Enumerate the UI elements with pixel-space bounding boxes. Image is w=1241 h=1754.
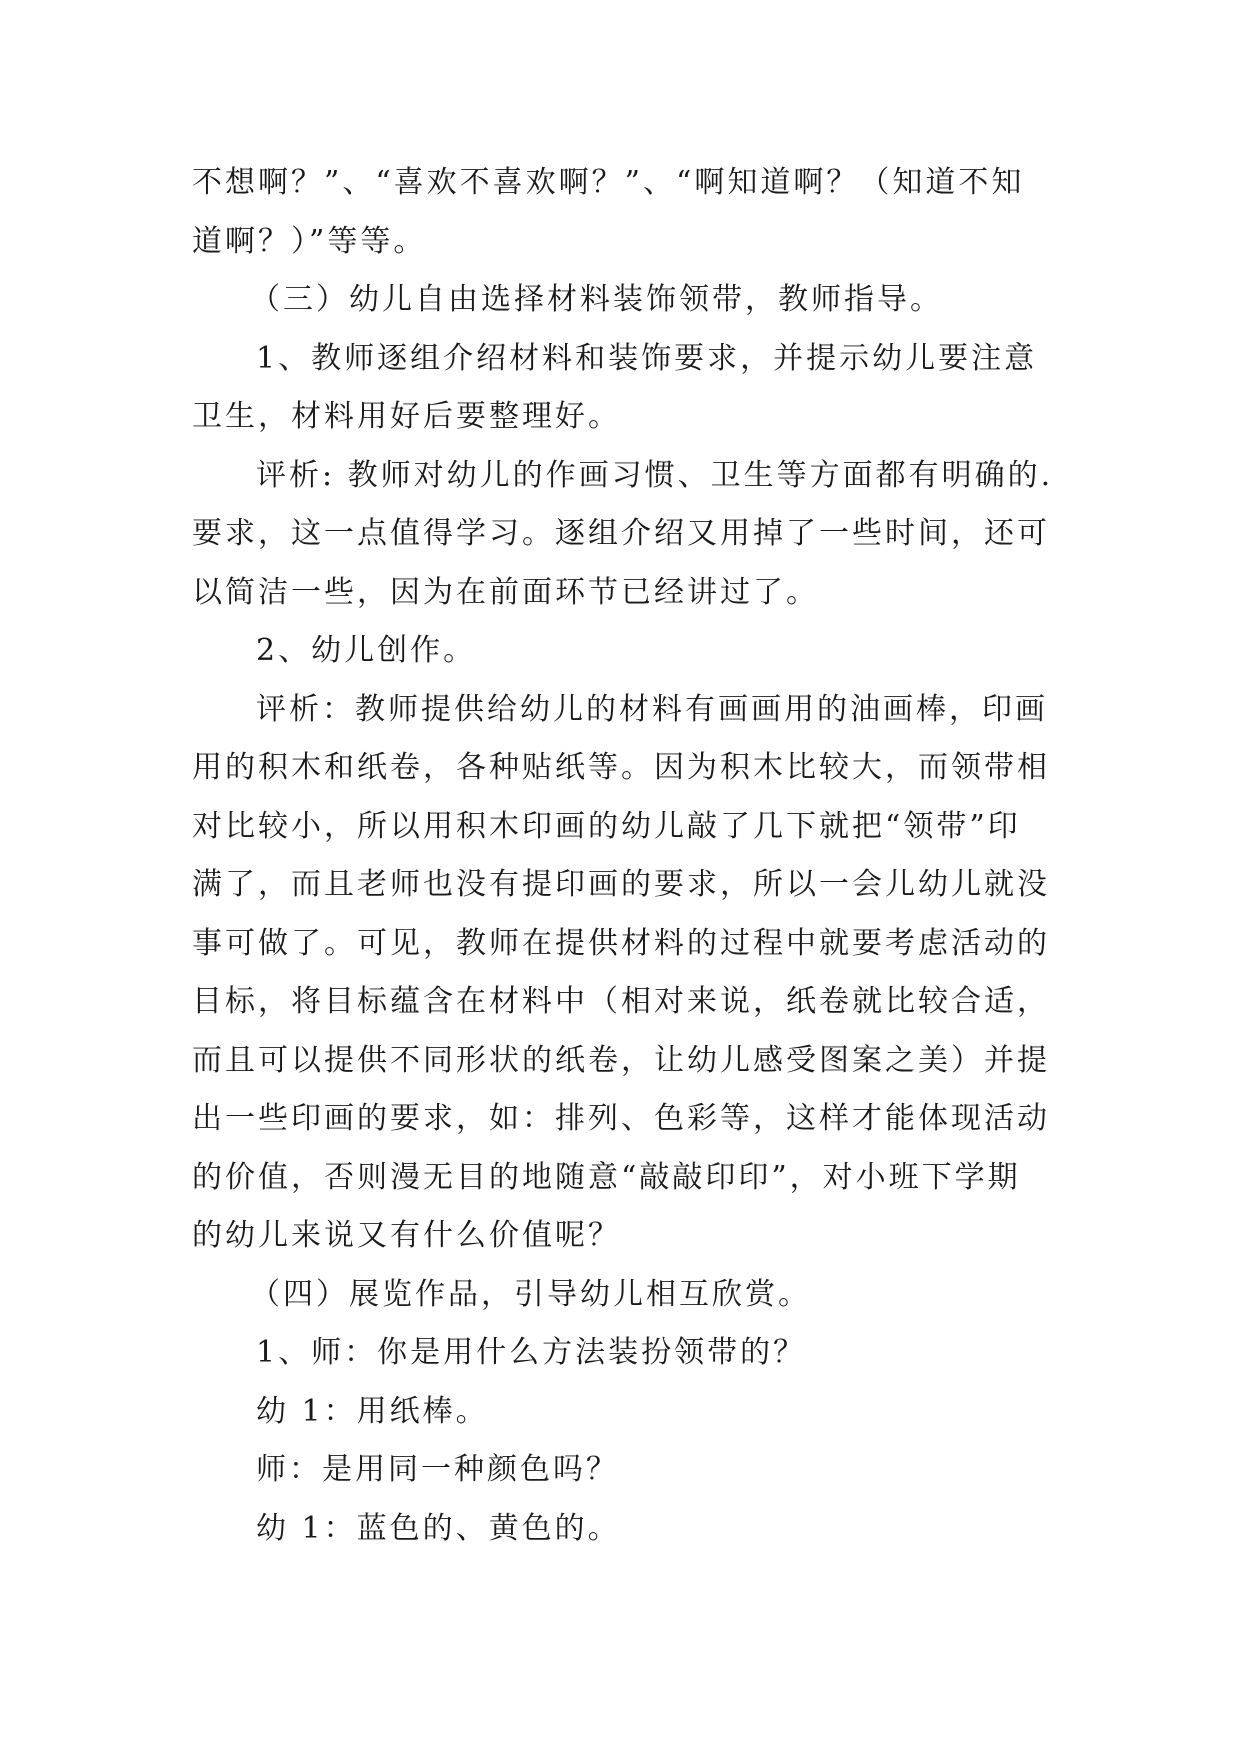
paragraph-line: 道啊？）”等等。: [192, 223, 427, 259]
paragraph-line: 对比较小，所以用积木印画的幼儿敲了几下就把“领带”印: [192, 808, 1021, 844]
paragraph-line: 要求，这一点值得学习。逐组介绍又用掉了一些时间，还可: [192, 516, 1050, 551]
paragraph-line: 目标，将目标蕴含在材料中（相对来说，纸卷就比较合适，: [192, 984, 1050, 1019]
paragraph-line: 的幼儿来说又有什么价值呢？: [192, 1218, 621, 1253]
paragraph-line: 以简洁一些，因为在前面环节已经讲过了。: [192, 574, 819, 610]
paragraph-line: 卫生，材料用好后要整理好。: [192, 399, 621, 434]
paragraph-line: 出一些印画的要求，如：排列、色彩等，这样才能体现活动: [192, 1101, 1050, 1136]
paragraph-line: 满了，而且老师也没有提印画的要求，所以一会儿幼儿就没: [192, 867, 1050, 902]
paragraph-line: 评析：教师提供给幼儿的材料有画画用的油画棒，印画: [256, 691, 1048, 727]
paragraph-line: 师：是用同一种颜色吗？: [256, 1452, 619, 1487]
paragraph-line: 1、师：你是用什么方法装扮领带的？: [256, 1335, 807, 1370]
paragraph-line: 事可做了。可见，教师在提供材料的过程中就要考虑活动的: [192, 925, 1050, 961]
section-heading: （三）幼儿自由选择材料装饰领带，教师指导。: [250, 282, 943, 317]
paragraph-line: 1、教师逐组介绍材料和装饰要求，并提示幼儿要注意: [256, 340, 1038, 376]
document-body: [192, 154, 1052, 1558]
paragraph-line: 的价值，否则漫无目的地随意“敲敲印印”，对小班下学期: [192, 1159, 1021, 1195]
paragraph-line: 幼 1：用纸棒。: [256, 1393, 489, 1429]
section-heading: （四）展览作品，引导幼儿相互欣赏。: [250, 1276, 811, 1312]
paragraph-line: 幼 1：蓝色的、黄色的。: [256, 1510, 621, 1546]
paragraph-line: 评析: 教师对幼儿的作画习惯、卫生等方面都有明确的.: [256, 457, 1054, 493]
paragraph-line: 而且可以提供不同形状的纸卷，让幼儿感受图案之美）并提: [192, 1042, 1050, 1078]
paragraph-line: 2、幼儿创作。: [256, 633, 477, 668]
paragraph-line: 用的积木和纸卷，各种贴纸等。因为积木比较大，而领带相: [192, 750, 1050, 785]
paragraph-line: 不想啊？”、“喜欢不喜欢啊？”、“啊知道啊？（知道不知: [192, 165, 1025, 200]
